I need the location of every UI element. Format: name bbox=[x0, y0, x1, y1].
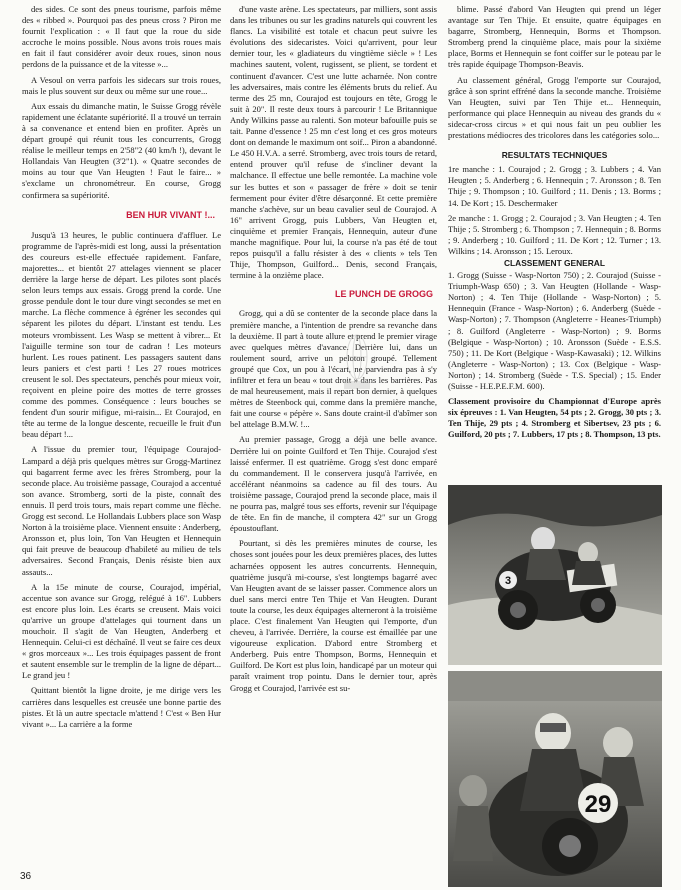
page-number: 36 bbox=[20, 871, 32, 882]
article-column-1 bbox=[22, 4, 221, 730]
section-subheading: LE PUNCH DE GROGG bbox=[334, 289, 433, 300]
paragraph: Au classement général, Grogg l'emporte sur Courajod, grâce à son sprint effréné dans la seconde manche. Troisième Van Heugten, suivi par Ten Thije et... Hennequin, performance qui place Hennequin au niveau des grands du « sidecar-cross circus » et qui nous fait un peu oublier les prestations médiocres des tricolores dans les catégories solo... bbox=[448, 74, 661, 141]
results-entry: 2e manche : 1. Grogg ; 2. Courajod ; 3. Van Heugten ; 4. Ten Thije ; 5. Stromberg ; 6. Thompson ; 7. Hennequin ; 8. Borms ; 9. Anderberg ; 10. Guilford ; 11. De Kort ; 12. Turner ; 13. Wilkins ; 14. Aronsson ; 15. Leroux. bbox=[448, 212, 661, 256]
race-photo-top bbox=[448, 485, 662, 665]
paragraph: Quittant bientôt la ligne droite, je me dirige vers les carrières dans lesquelles est creusée une bonne partie des pistes. Et là un autre spectacle m'attend ! C'est « Ben Hur vivant »... La carrière a la forme bbox=[22, 685, 221, 729]
number-plate-text: 3 bbox=[504, 575, 512, 587]
race-photo-bottom bbox=[448, 671, 662, 887]
article-column-3 bbox=[448, 4, 661, 440]
section-subheading: BEN HUR VIVANT !... bbox=[126, 209, 215, 220]
paragraph: A l'issue du premier tour, l'équipage Courajod-Lampard a déjà pris quelques mètres sur Grogg-Martinez qui bagarrent ferme avec les frères Stromberg, pour la seconde place. Au troisième passage, Courajod a accentué son avance. Stromberg, sorti de la piste, connaît des ennuis. Il perd trois tours, mais repart comme une flèche. Grogg est second. Le Hollandais Lubbers place son Wasp Norton à la troisième place. Viennent ensuite : Anderberg, Aronsson et, plus loin, Ton Van Heugten et Hennequin qui fait preuve de beaucoup d'habileté au milieu de tels adversaires. Second Français, Denis résiste bien aux assauts... bbox=[22, 444, 221, 577]
paragraph: Grogg, qui a dû se contenter de la seconde place dans la première manche, a l'intention de prendre sa revanche dans la deuxième. Il part à toute allure et prend le premier virage avec quelques mètres d'avance. Derrière lui, dans un roulement sourd, arrive un peloton groupé. Tellement groupé que Cox, un pou à l'écart, ne parviendra pas à s'y infiltrer et fera un beau « tout droit » dans les barrières. Pas de mal heureusement, mais il repart bon dernier, à quelques mètres de Steenbock qui, comme dans la première manche, fait une course « pépère ». Sans doute craint-il d'abîmer son bel attelage B.M.W. !... bbox=[230, 308, 437, 430]
results-entry: 1. Grogg (Suisse - Wasp-Norton 750) ; 2. Courajod (Suisse - Triumph-Wasp 650) ; 3. Van Heugten (Hollande - Wasp-Norton) ; 4. Ten Thije (Hollande - Wasp-Norton) ; 5. Hennequin (France - Wasp-Norton) ; 6. Anderberg (Suède - Wasp-Norton) ; 7. Thompson (Angleterre - Heanes-Triumph) ; 8. Guilford (Angleterre - Wasp-Norton) ; 9. Borms (Belgique - Wasp-Norton) ; 10. Aronsson (Suède - E.S.S. 750) ; 11. De Kort (Belgique - Wasp-Kawasaki) ; 12. Wilkins (Angleterre - Wasp-Norton) ; 13. Cox (Belgique - Wasp-Norton) ; 14. Stromberg (Suède - T.S. Special) ; 15. Ender (Suisse - H.E.P.E.F.M. 600). bbox=[448, 270, 661, 391]
paragraph: A Vesoul on verra parfois les sidecars sur trois roues, mais le plus souvent sur deux ou même sur une roue... bbox=[22, 74, 221, 96]
paragraph: d'une vaste arène. Les spectateurs, par milliers, sont assis dans les tribunes ou sur les gradins naturels qui couvrent les flancs. La visibilité est totale et chacun peut suivre les évolutions des sidecaristes. Voici qu'arrivent, pour leur dernier tour, les « gladiateurs du vingtième siècle » ! Les machines sautent, volent, rugissent, se plient, se tordent et continuent d'avancer. C'est une lutte acharnée. Non contre les adversaires, mais contre les éléments bruts du relief. Au terme des 25 mn, Courajod est toujours en tête, Grogg le suit à 20". Il reste deux tours à parcourir ! Le Britannique Andy Wilkins passe au ralenti. Son moteur bafouille puis se tait. Panne d'essence ! 25 mn c'est long et ces gros moteurs dont on demande le maximum ont soif... Piron a abandonné. Le 450 H.V.A. a serré. Stromberg, avec trois tours de retard, entend prouver qu'il refuse de s'incliner devant la malchance. Il effectue une belle remontée. La machine vole sur les buttes et son « passager de frère » doit se tenir fermement pour éviter d'être désarçonné. Et cette première manche s'achève, sur un beau cavalier seul de Courajod. A 16" arrivent Grogg, puis Lubbers, Van Heugten et, cinquième et premier Français, Hennequin, auteur d'une manche magnifique. Pour lui, la course n'a pas été de tout repos puisqu'il a fallu résister à des « clients » tels Ten Thije, Thompson, Guilford... Denis, second Français, termine à la onzième place. bbox=[230, 4, 437, 281]
paragraph: Jusqu'à 13 heures, le public continuera d'affluer. Le programme de l'après-midi est long, aussi la présentation des coureurs est-elle effectuée rapidement. Fanfare, majorettes... et bientôt 27 attelages viennent se placer derrière la large herse de départ. Les pilotes sont placés selon leurs temps aux essais. Grogg prend la corde. Une grosse pendule dont le tour dure vingt secondes se met en marche. La flèche commence à égréner les secondes qui séparent les pilotes du départ. L'instant est tendu. Les moteurs vrombissent. Les Wasp se mettent à vibrer... Et l'aiguille termine son tour de cadran ! Les moteurs hurlent. Les roues patinent. Les passagers sautent dans leurs paniers et c'est parti ! Les 27 roues motrices creusent le sol. Des spectateurs, penchés pour mieux voir, reçoivent en pleine poire des mottes de terre grosses comme des pommes. Conséquence : leurs bouches se fendent d'un sourir mifigue, mi-raisin... Et Courajod, en tête au terme de la longue descente, recueille le fruit d'un beau départ !... bbox=[22, 229, 221, 440]
results-entry: Classement provisoire du Championnat d'Europe après six épreuves : 1. Van Heugten, 54 pts ; 2. Grogg, 30 pts ; 3. Ten Thije, 29 pts ; 4. Stromberg et Sibertsev, 23 pts ; 6. Guilford, 20 pts ; 7. Lubbers, 17 pts ; 8. Thompson, 13 pts. bbox=[448, 396, 661, 440]
paragraph: Aux essais du dimanche matin, le Suisse Grogg révèle rapidement une éclatante supériorité. Il a trouvé un terrain à sa convenance et entend bien en profiter. Après un départ groupé qui réunit tous les concurrents, Grogg réalise le meilleur temps en 2'58"2 (40 km/h !), devant le Hollandais Van Heugten (3'2"1). « Quatre secondes de moins au tour que Van Heugten ! Faut le faire... » s'exclame un chronométreur. En course, Grogg confirmera sa supériorité. bbox=[22, 100, 221, 200]
paragraph: Pourtant, si dès les premières minutes de course, les choses sont jouées pour les deux premières places, des luttes acharnées opposent les autres concurrents. Hennequin, quatrième jusqu'à mi-course, s'est longtemps bagarré avec Van Heugten avant de se laisser passer. Commence alors un duel sans merci entre Ten Thije et Van Heugten. Durant toute la course, les deux équipages alterneront à la troisième place. C'est finalement Van Heugten qui l'emporte, d'un cheveu, à l'arrivée. Derrière, la course est émaillée par une vigoureuse explication. D'abord entre Stromberg et Anderberg. Puis entre Thompson, Borms, Hennequin et Guilford. De Kort est plus loin, handicapé par un moteur qui paraît vraiment trop pointu. Dans le dernier tour, après Grogg et Courajod, l'arrivée est su- bbox=[230, 538, 437, 693]
paragraph: Au premier passage, Grogg a déjà une belle avance. Derrière lui on pointe Guilford et Ten Thije. Courajod s'est laissé enfermer. Il est quatrième. Grogg s'est donc emparé du commandement. Il le conservera jusqu'à l'arrivée, en accélérant néanmoins sa cadence au fil des tours. Au troisième passage, Courajod prend la seconde place, mais il ne pourra pas, malgré tous ses efforts, revenir sur l'équipage de tête. En fin de manche, il comptera 42" sur un Grogg époustouflant. bbox=[230, 434, 437, 534]
article-column-2 bbox=[230, 4, 437, 694]
results-heading: RESULTATS TECHNIQUES bbox=[501, 150, 608, 161]
sidecar-race-photo bbox=[448, 485, 662, 665]
paragraph: A la 15e minute de course, Courajod, impérial, accentue son avance sur Grogg, relégué à 16". Lubbers est encore plus loin. Les écarts se creusent. Mais voici qu'arrive un groupe d'attelages qui tournent dans un mouchoir. Il s'agit de Van Heugten, Anderberg et Hennequin. Celui-ci est déchaîné. Il veut se faire ces deux « gros morceaux »... Les trois équipages passent de front et sautent ensemble sur le tremplin de la ligne de départ... Le grand jeu ! bbox=[22, 581, 221, 681]
watermark-logo bbox=[338, 331, 376, 393]
paragraph: des sides. Ce sont des pneus tourisme, parfois même des « ribbed ». Pourquoi pas des pneus cross ? Piron me fournit l'explication : « Il faut que la roue du side accroche le moins possible. Nous avons trois roues mais en fait il faut considérer avoir deux roues, sinon nous perdons de la puissance et de la vitesse »... bbox=[22, 4, 221, 70]
general-classification-heading: CLASSEMENT GENERAL bbox=[504, 257, 605, 268]
number-plate-text: 29 bbox=[584, 791, 612, 818]
results-entry: 1re manche : 1. Courajod ; 2. Grogg ; 3. Lubbers ; 4. Van Heugten ; 5. Anderberg ; 6. Hennequin ; 7. Aronsson ; 8. Ten Thije ; 9. Thompson ; 10. Guilford ; 11. Denis ; 13. Borms ; 14. De Kort ; 15. Deschermaker bbox=[448, 164, 661, 208]
paragraph: blime. Passé d'abord Van Heugten qui prend un léger avantage sur Ten Thije. Et ensuite, quatre équipages en bagarre, Stromberg, Hennequin, Borms et Thompson. Stromberg prend la cinquième place, mais pour la sixième place, Borms et Hennequin se font coiffer sur le poteau par le très rapide équipage Thompson-Beavis. bbox=[448, 4, 661, 70]
sidecar-race-photo bbox=[448, 671, 662, 887]
results-block bbox=[448, 164, 661, 440]
